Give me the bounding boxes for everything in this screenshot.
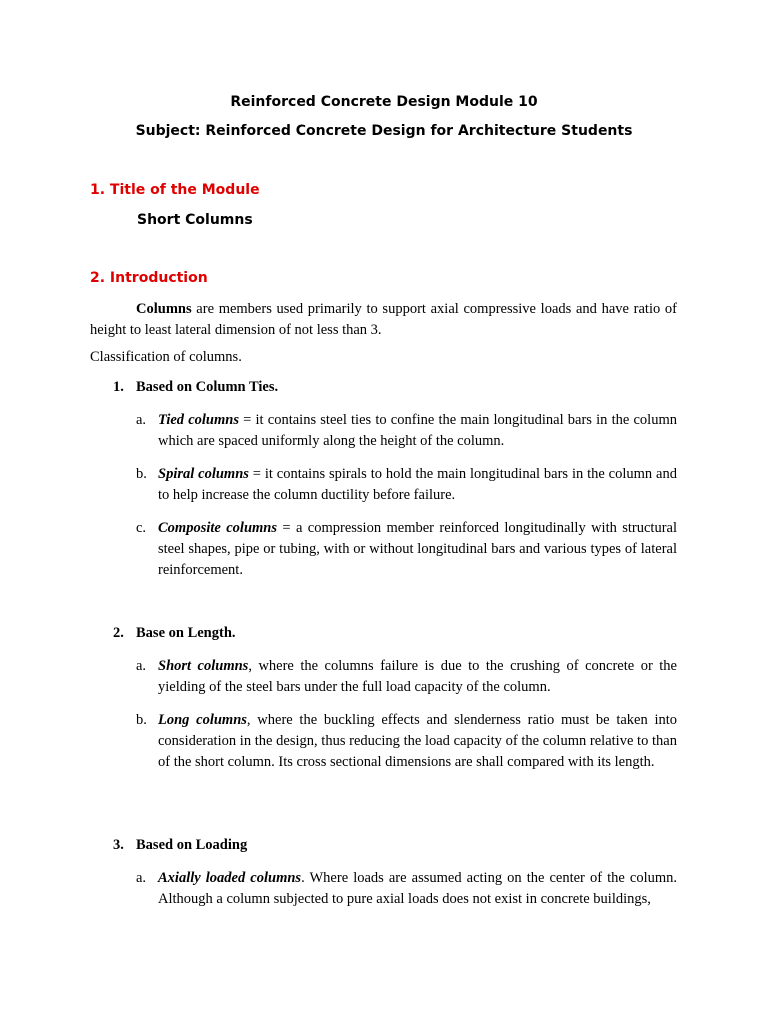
item-letter: b.	[136, 466, 147, 482]
item-text: it contains steel ties to confine the main longitudinal bars in the column which are spaced uniformly along the height of the column.	[158, 412, 677, 449]
section-heading-introduction: 2. Introduction	[90, 270, 208, 286]
item-letter: a.	[136, 870, 147, 886]
item-separator: =	[277, 520, 296, 536]
list-item-composite-columns	[136, 518, 677, 581]
item-term: Long columns	[158, 712, 247, 728]
module-title: Short Columns	[137, 212, 253, 228]
list-item-long-columns	[136, 710, 677, 773]
item-letter: a.	[136, 412, 147, 428]
item-letter: b.	[136, 712, 147, 728]
document-subject: Subject: Reinforced Concrete Design for Architecture Students	[135, 123, 633, 139]
item-separator: =	[238, 412, 256, 428]
group-title: Base on Length.	[136, 625, 236, 641]
section-heading-title-of-module: 1. Title of the Module	[90, 182, 260, 198]
item-term: Tied columns	[158, 412, 239, 428]
list-item-tied-columns	[136, 410, 677, 452]
item-letter: c.	[136, 520, 147, 536]
list-item-short-columns	[136, 656, 677, 698]
list-item-spiral-columns	[136, 464, 677, 506]
group-number: 3.	[113, 837, 124, 853]
intro-term: Columns	[136, 301, 192, 317]
group-number: 1.	[113, 379, 124, 395]
group-heading-length	[113, 623, 236, 644]
intro-text: are members used primarily to support axial compressive loads and have ratio of height to least lateral dimension of not less than 3.	[90, 301, 677, 338]
group-number: 2.	[113, 625, 124, 641]
item-text: a compression member reinforced longitudinally with structural steel shapes, pipe or tubing, with or without longitudinal bars and various types of lateral reinforcement.	[158, 520, 678, 578]
item-text: where the buckling effects and slenderness ratio must be taken into consideration in the design, thus reducing the load capacity of the column relative to than of the short column. Its cross sectional dimensions are shall compared with its length.	[158, 712, 678, 770]
group-heading-column-ties	[113, 377, 278, 398]
intro-paragraph	[90, 299, 677, 341]
group-title: Based on Loading	[136, 837, 248, 853]
group-title: Based on Column Ties.	[136, 379, 279, 395]
item-term: Spiral columns	[158, 466, 249, 482]
list-item-axially-loaded-columns	[136, 868, 677, 910]
document-title: Reinforced Concrete Design Module 10	[230, 94, 538, 110]
item-text: where the columns failure is due to the crushing of concrete or the yielding of the steel bars under the full load capacity of the column.	[158, 658, 677, 695]
classification-text: Classification of columns.	[90, 349, 242, 365]
item-term: Axially loaded columns	[158, 870, 302, 886]
item-separator: .	[301, 870, 310, 886]
item-text: Where loads are assumed acting on the center of the column. Although a column subjected to pure axial loads does not exist in concrete buildings,	[158, 870, 677, 907]
item-separator: =	[248, 466, 265, 482]
item-separator: ,	[246, 712, 258, 728]
item-term: Composite columns	[158, 520, 277, 536]
group-heading-loading	[113, 835, 247, 856]
item-separator: ,	[248, 658, 259, 674]
item-text: it contains spirals to hold the main longitudinal bars in the column and to help increase the column ductility before failure.	[158, 466, 677, 503]
item-term: Short columns	[158, 658, 249, 674]
item-letter: a.	[136, 658, 147, 674]
